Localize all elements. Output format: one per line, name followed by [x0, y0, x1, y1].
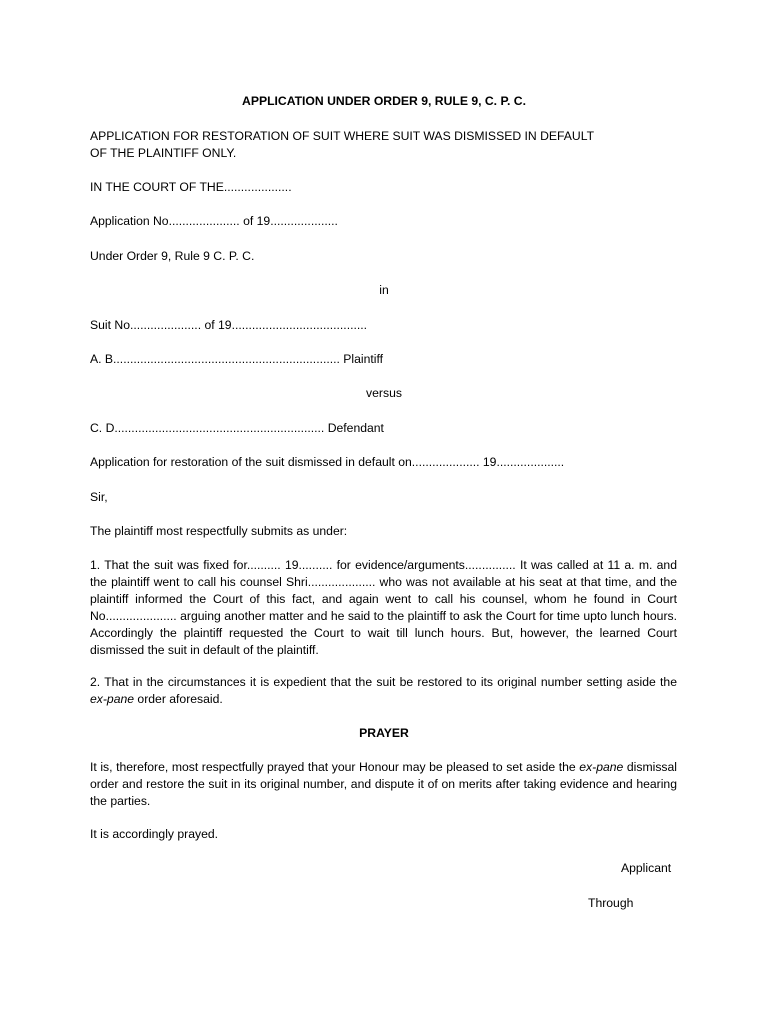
applicant-label: Applicant — [621, 861, 672, 875]
subtitle-line-1: APPLICATION FOR RESTORATION OF SUIT WHERE SUIT WAS DISMISSED IN DEFAULT — [90, 129, 595, 143]
suit-number: Suit No..................... of 19........................................ — [90, 318, 368, 332]
plaintiff-line: A. B................................................................... Plaintiff — [90, 352, 384, 366]
through-label: Through — [588, 896, 634, 910]
subtitle-line-2: OF THE PLAINTIFF ONLY. — [90, 146, 237, 160]
order-rule-line: Under Order 9, Rule 9 C. P. C. — [90, 249, 255, 263]
prayer-text: It is, therefore, most respectfully prayed that your Honour may be pleased to set aside the — [90, 760, 580, 774]
versus-label: versus — [366, 386, 402, 400]
court-line: IN THE COURT OF THE.................... — [90, 180, 292, 194]
defendant-line: C. D.............................................................. Defendant — [90, 421, 384, 435]
prayer-heading: PRAYER — [359, 726, 409, 740]
prayer-italic: ex-pane — [579, 760, 624, 774]
paragraph-2-italic: ex-pane — [90, 692, 135, 706]
in-label: in — [379, 283, 389, 297]
paragraph-2-text: 2. That in the circumstances it is expedient that the suit be restored to its original number setting aside the — [90, 675, 677, 689]
salutation: Sir, — [90, 490, 108, 504]
document-title: APPLICATION UNDER ORDER 9, RULE 9, C. P. C. — [242, 94, 526, 108]
intro-line: The plaintiff most respectfully submits as under: — [90, 524, 348, 538]
prayer-paragraph — [90, 759, 677, 810]
closing-line: It is accordingly prayed. — [90, 827, 219, 841]
application-for-line: Application for restoration of the suit dismissed in default on.................... 19.................... — [90, 455, 565, 469]
paragraph-1: 1. That the suit was fixed for.......... 19.......... for evidence/arguments............... It was called at 11 a. m. and the plaintiff went to call his counsel Shri.................... who was not available at his seat at that time, and the plaintiff informed the Court of this fact, and again went to call his counsel, whom he found in Court No..................... arguing another matter and he said to the plaintiff to ask the Court for time upto lunch hours. Accordingly the plaintiff requested the Court to wait till lunch hours. But, however, the learned Court dismissed the suit in default of the plaintiff. — [90, 558, 677, 657]
application-number: Application No..................... of 19.................... — [90, 214, 338, 228]
prayer-text-end: dismissal order and restore the suit in its original number, and dispute it of on merits after taking evidence and hearing the parties. — [90, 760, 678, 808]
paragraph-2-text-end: order aforesaid. — [134, 692, 223, 706]
paragraph-2 — [90, 674, 677, 708]
